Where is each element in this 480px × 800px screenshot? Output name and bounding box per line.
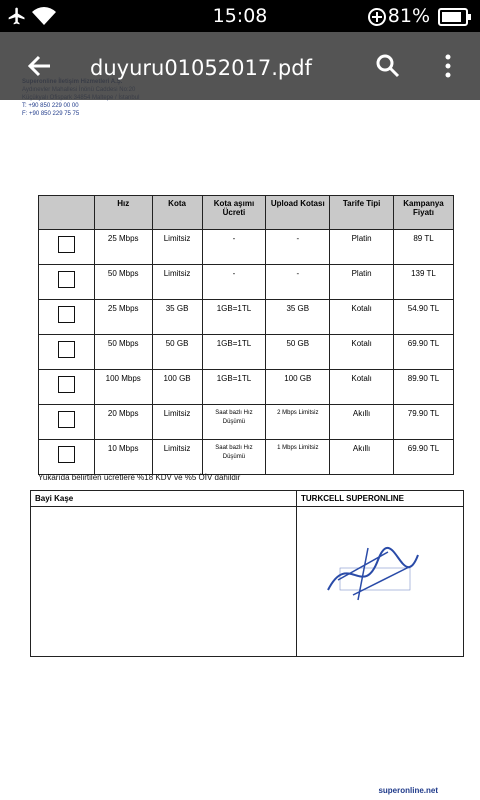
cell-tariff-type: Kotalı [330, 335, 394, 370]
cell-overage: Saat bazlı Hız Düşümü [202, 405, 266, 440]
cell-speed: 100 Mbps [94, 370, 152, 405]
battery-percent: 81% [387, 5, 430, 27]
header-tariff-type: Tarife Tipi [330, 196, 394, 230]
stamp-box-divider [296, 491, 297, 656]
tax-note: Yukarıda belirtilen ücretlere %18 KDV ve %5 ÖİV dahildir [38, 473, 241, 482]
checkbox [58, 236, 75, 253]
cell-upload: 100 GB [266, 370, 330, 405]
dealer-stamp-label: Bayi Kaşe [31, 491, 296, 507]
checkbox [58, 306, 75, 323]
checkbox [58, 271, 75, 288]
table-row [39, 335, 454, 370]
toolbar [0, 32, 480, 100]
cell-quota: Limitsiz [152, 265, 202, 300]
checkbox [58, 411, 75, 428]
letterhead-line: T: +90 850 229 00 00 [22, 103, 79, 109]
table-row [39, 230, 454, 265]
cell-upload: 2 Mbps Limitsiz [266, 405, 330, 440]
header-upload: Upload Kotası [266, 196, 330, 230]
cell-tariff-type: Akıllı [330, 440, 394, 475]
cell-overage: 1GB=1TL [202, 370, 266, 405]
cell-upload: 1 Mbps Limitsiz [266, 440, 330, 475]
header-quota: Kota [152, 196, 202, 230]
cell-upload: 35 GB [266, 300, 330, 335]
footer-link: superonline.net [378, 786, 438, 795]
cell-upload: 50 GB [266, 335, 330, 370]
cell-overage: 1GB=1TL [202, 300, 266, 335]
table-header-row [39, 196, 454, 230]
cell-overage: Saat bazlı Hız Düşümü [202, 440, 266, 475]
cell-quota: Limitsiz [152, 230, 202, 265]
cell-price: 54.90 TL [394, 300, 454, 335]
table-row [39, 370, 454, 405]
search-button[interactable] [368, 46, 408, 86]
table-row [39, 440, 454, 475]
cell-tariff-type: Kotalı [330, 300, 394, 335]
battery-icon [438, 8, 472, 31]
cell-quota: 100 GB [152, 370, 202, 405]
cell-overage: - [202, 265, 266, 300]
cell-overage: 1GB=1TL [202, 335, 266, 370]
back-arrow-icon [20, 46, 60, 86]
clock: 15:08 [212, 5, 268, 27]
cell-speed: 20 Mbps [94, 405, 152, 440]
cell-tariff-type: Platin [330, 265, 394, 300]
cell-speed: 10 Mbps [94, 440, 152, 475]
cell-price: 79.90 TL [394, 405, 454, 440]
header-select [39, 196, 95, 230]
table-row [39, 405, 454, 440]
letterhead-line: F: +90 850 229 75 75 [22, 111, 80, 117]
table-row [39, 300, 454, 335]
checkbox [58, 376, 75, 393]
cell-price: 69.90 TL [394, 335, 454, 370]
cell-quota: 35 GB [152, 300, 202, 335]
status-bar [0, 0, 480, 32]
header-price: Kampanya Fiyatı [394, 196, 454, 230]
cell-upload: - [266, 265, 330, 300]
tariff-table [38, 195, 454, 475]
signature-stamp [318, 540, 428, 615]
company-label: TURKCELL SUPERONLINE [297, 491, 463, 507]
cell-price: 139 TL [394, 265, 454, 300]
cell-price: 69.90 TL [394, 440, 454, 475]
cell-quota: Limitsiz [152, 405, 202, 440]
cell-quota: Limitsiz [152, 440, 202, 475]
cell-tariff-type: Akıllı [330, 405, 394, 440]
checkbox [58, 341, 75, 358]
data-saver-icon [366, 6, 388, 33]
document-title: duyuru01052017.pdf [90, 56, 312, 80]
cell-price: 89 TL [394, 230, 454, 265]
header-speed: Hız [94, 196, 152, 230]
cell-upload: - [266, 230, 330, 265]
cell-speed: 50 Mbps [94, 265, 152, 300]
cell-speed: 25 Mbps [94, 300, 152, 335]
search-icon [368, 46, 408, 86]
cell-price: 89.90 TL [394, 370, 454, 405]
table-row [39, 265, 454, 300]
overflow-menu-button[interactable] [428, 46, 468, 86]
back-button[interactable] [20, 46, 60, 86]
header-overage: Kota aşımı Ücreti [202, 196, 266, 230]
cell-tariff-type: Kotalı [330, 370, 394, 405]
cell-speed: 25 Mbps [94, 230, 152, 265]
cell-overage: - [202, 230, 266, 265]
cell-speed: 50 Mbps [94, 335, 152, 370]
cell-tariff-type: Platin [330, 230, 394, 265]
cell-quota: 50 GB [152, 335, 202, 370]
more-vert-icon [428, 46, 468, 86]
checkbox [58, 446, 75, 463]
